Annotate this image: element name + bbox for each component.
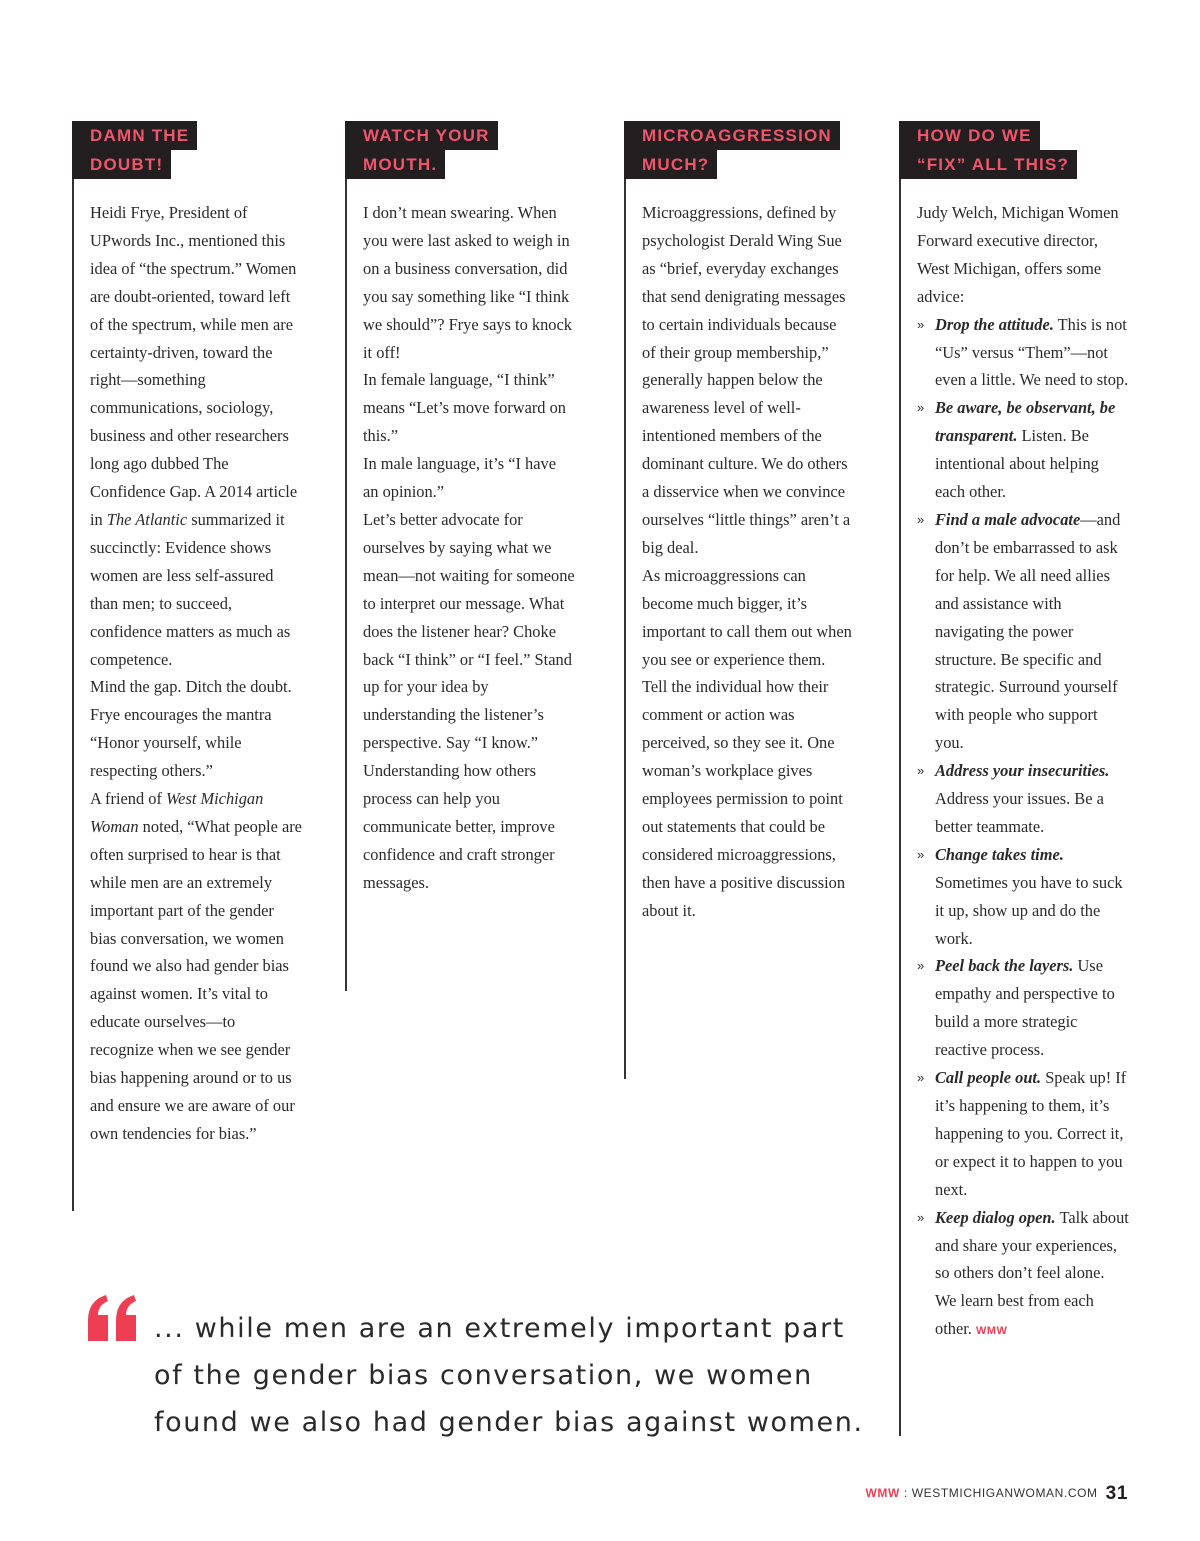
list-item: » Be aware, be observant, be transparent. Listen. Be intentional about helping each other. (917, 394, 1129, 506)
column-rule (624, 121, 626, 1079)
chevron-bullet-icon: » (917, 1209, 925, 1225)
chevron-bullet-icon: » (917, 316, 925, 332)
page-number: 31 (1105, 1483, 1128, 1504)
advice-list (917, 311, 1129, 1347)
footer-brand: WMW (865, 1486, 900, 1500)
column-how-do-we-fix (899, 121, 1129, 1346)
column-watch-your-mouth (345, 121, 575, 897)
column-heading: HOW DO WE “FIX” ALL THIS? (899, 121, 1129, 179)
column-body (72, 199, 302, 1148)
paragraph: A friend of West Michigan Woman noted, “What people are often surprised to hear is that while men are an extremely important part of the gender bias conversation, we women found we also had gender bias against women. It’s vital to educate ourselves—to recognize when we see gender bias happening around or to us and ensure we are aware of our own tendencies for bias.” (90, 789, 302, 1143)
end-tag: WMW (975, 1325, 1008, 1338)
column-rule (72, 121, 74, 1211)
chevron-bullet-icon: » (917, 958, 925, 974)
chevron-bullet-icon: » (917, 1070, 925, 1086)
list-item: » Drop the attitude. This is not “Us” versus “Them”—not even a little. We need to stop. (917, 311, 1129, 395)
footer-separator: : (899, 1486, 912, 1500)
list-item: » Peel back the layers. Use empathy and perspective to build a more strategic reactive process. (917, 952, 1129, 1064)
paragraph: In male language, it’s “I have an opinion.” (363, 454, 556, 502)
paragraph: As microaggressions can become much bigger, it’s important to call them out when you see or experience them. Tell the individual how their comment or action was perceived, so they see it. One woman’s workplace gives employees permission to point out statements that could be considered microaggressions, then have a positive discussion about it. (642, 565, 852, 920)
list-item: » Address your insecurities. Address your issues. Be a better teammate. (917, 757, 1129, 841)
list-item: » Change takes time. Sometimes you have to suck it up, show up and do the work. (917, 841, 1129, 953)
list-item: » Keep dialog open. Talk about and share your experiences, so others don’t feel alone. We learn best from each other. WMW (917, 1204, 1129, 1347)
list-item: » Call people out. Speak up! If it’s happening to them, it’s happening to you. Correct it, or expect it to happen to you next. (917, 1064, 1129, 1204)
column-body (899, 199, 1129, 1346)
paragraph: Microaggressions, defined by psychologist Derald Wing Sue as “brief, everyday exchanges that send denigrating messages to certain individuals because of their group membership,” generally happen below the awareness level of well-intentioned members of the dominant culture. We do others a disservice when we convince ourselves “little things” aren’t a big deal. (642, 203, 851, 557)
paragraph: Mind the gap. Ditch the doubt. Frye encourages the mantra “Honor yourself, while respecting others.” (90, 677, 292, 781)
column-damn-the-doubt (72, 121, 302, 1148)
chevron-bullet-icon: » (917, 846, 925, 862)
paragraph: Let’s better advocate for ourselves by saying what we mean—not waiting for someone to interpret our message. What does the listener hear? Choke back “I think” or “I feel.” Stand up for your idea by understanding the listener’s perspective. Say “I know.” Understanding how others process can help you communicate better, improve confidence and craft stronger messages. (363, 509, 575, 892)
paragraph: In female language, “I think” means “Let’s move forward on this.” (363, 370, 566, 446)
column-body (624, 199, 854, 925)
paragraph: Heidi Frye, President of UPwords Inc., mentioned this idea of “the spectrum.” Women are doubt-oriented, toward left of the spectrum, while men are certainty-driven, toward the right—something communications, sociology, business and other researchers long ago dubbed The Confidence Gap. A 2014 article in The Atlantic summarized it succinctly: Evidence shows women are less self-assured than men; to succeed, confidence matters as much as competence. (90, 203, 298, 669)
paragraph: I don’t mean swearing. When you were last asked to weigh in on a business conversation, did you say something like “I think we should”? Frye says to knock it off! (363, 203, 572, 362)
column-rule (345, 121, 347, 991)
column-heading: WATCH YOUR MOUTH. (345, 121, 575, 179)
page-footer (865, 1483, 1128, 1505)
column-microaggression (624, 121, 854, 925)
column-heading: MICROAGGRESSION MUCH? (624, 121, 854, 179)
chevron-bullet-icon: » (917, 763, 925, 779)
column-body (345, 199, 575, 897)
footer-site: WESTMICHIGANWOMAN.COM (911, 1486, 1098, 1500)
paragraph: Judy Welch, Michigan Women Forward executive director, West Michigan, offers some advice: (917, 203, 1119, 306)
list-item: » Find a male advocate—and don’t be embarrassed to ask for help. We all need allies and assistance with navigating the power structure. Be specific and strategic. Surround yourself with people who support you. (917, 506, 1129, 757)
column-rule (899, 121, 901, 1436)
chevron-bullet-icon: » (917, 400, 925, 416)
quote-mark-icon (86, 1295, 138, 1341)
column-heading: DAMN THE DOUBT! (72, 121, 302, 179)
pull-quote: ... while men are an extremely important part of the gender bias conversation, we women found we also had gender bias against women. (154, 1313, 864, 1438)
chevron-bullet-icon: » (917, 511, 925, 527)
